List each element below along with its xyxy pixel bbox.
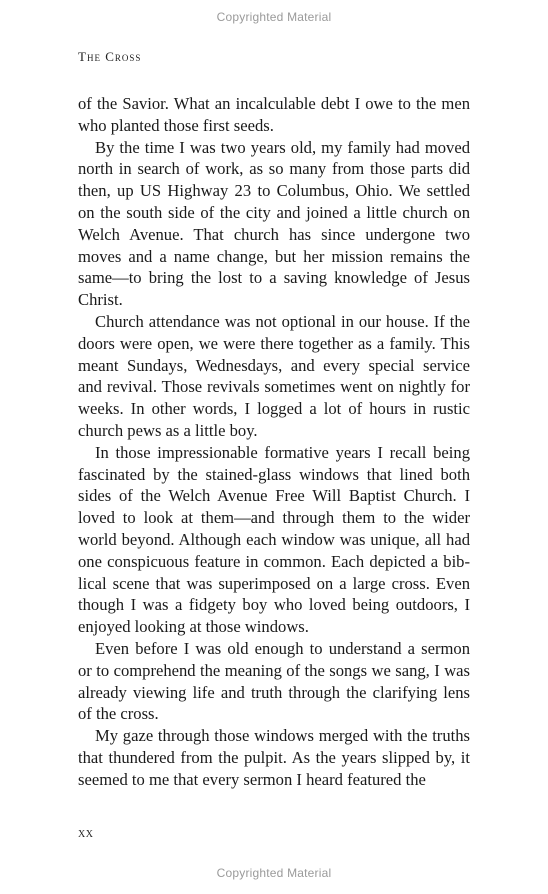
paragraph: Even before I was old enough to understand a sermon or to comprehend the meaning of the songs we sang, I was already viewing life and truth through the clarifying lens of the cross. xyxy=(78,638,470,724)
running-head: The Cross xyxy=(78,49,142,64)
paragraph: My gaze through those windows merged with the truths that thundered from the pulpit. As the years slipped by, it seemed to me that every sermon I heard featured the xyxy=(78,726,470,789)
paragraph-continuation: of the Savior. What an incalculable debt I owe to the men who planted those first seeds. xyxy=(78,94,470,135)
paragraph: In those impressionable formative years I recall being fascinated by the stained-glass windows that lined both sides of the Welch Avenue Free Will Baptist Church. I loved to look at them—and through them to the wider world beyond. Although each window was unique, all had one conspicuous feature in common. Each depicted a bib-lical scene that was superimposed on a large cross. Even though I was a fidgety boy who loved being outdoors, I enjoyed looking at those windows. xyxy=(78,442,470,637)
body-text xyxy=(78,93,470,791)
page-number: xx xyxy=(78,826,94,841)
copyright-watermark-top: Copyrighted Material xyxy=(216,10,332,24)
paragraph: By the time I was two years old, my family had moved north in search of work, as so many from those parts did then, up US Highway 23 to Columbus, Ohio. We settled on the south side of the city and joined a little church on Welch Avenue. That church has since undergone two moves and a name change, but her mission remains the same—to bring the lost to a saving knowledge of Jesus Christ. xyxy=(78,137,470,310)
copyright-watermark-bottom: Copyrighted Material xyxy=(216,866,332,880)
paragraph: Church attendance was not optional in our house. If the doors were open, we were there together as a family. This meant Sundays, Wednesdays, and every special service and revival. Those revivals sometimes went on nightly for weeks. In other words, I logged a lot of hours in rustic church pews as a little boy. xyxy=(78,311,470,440)
